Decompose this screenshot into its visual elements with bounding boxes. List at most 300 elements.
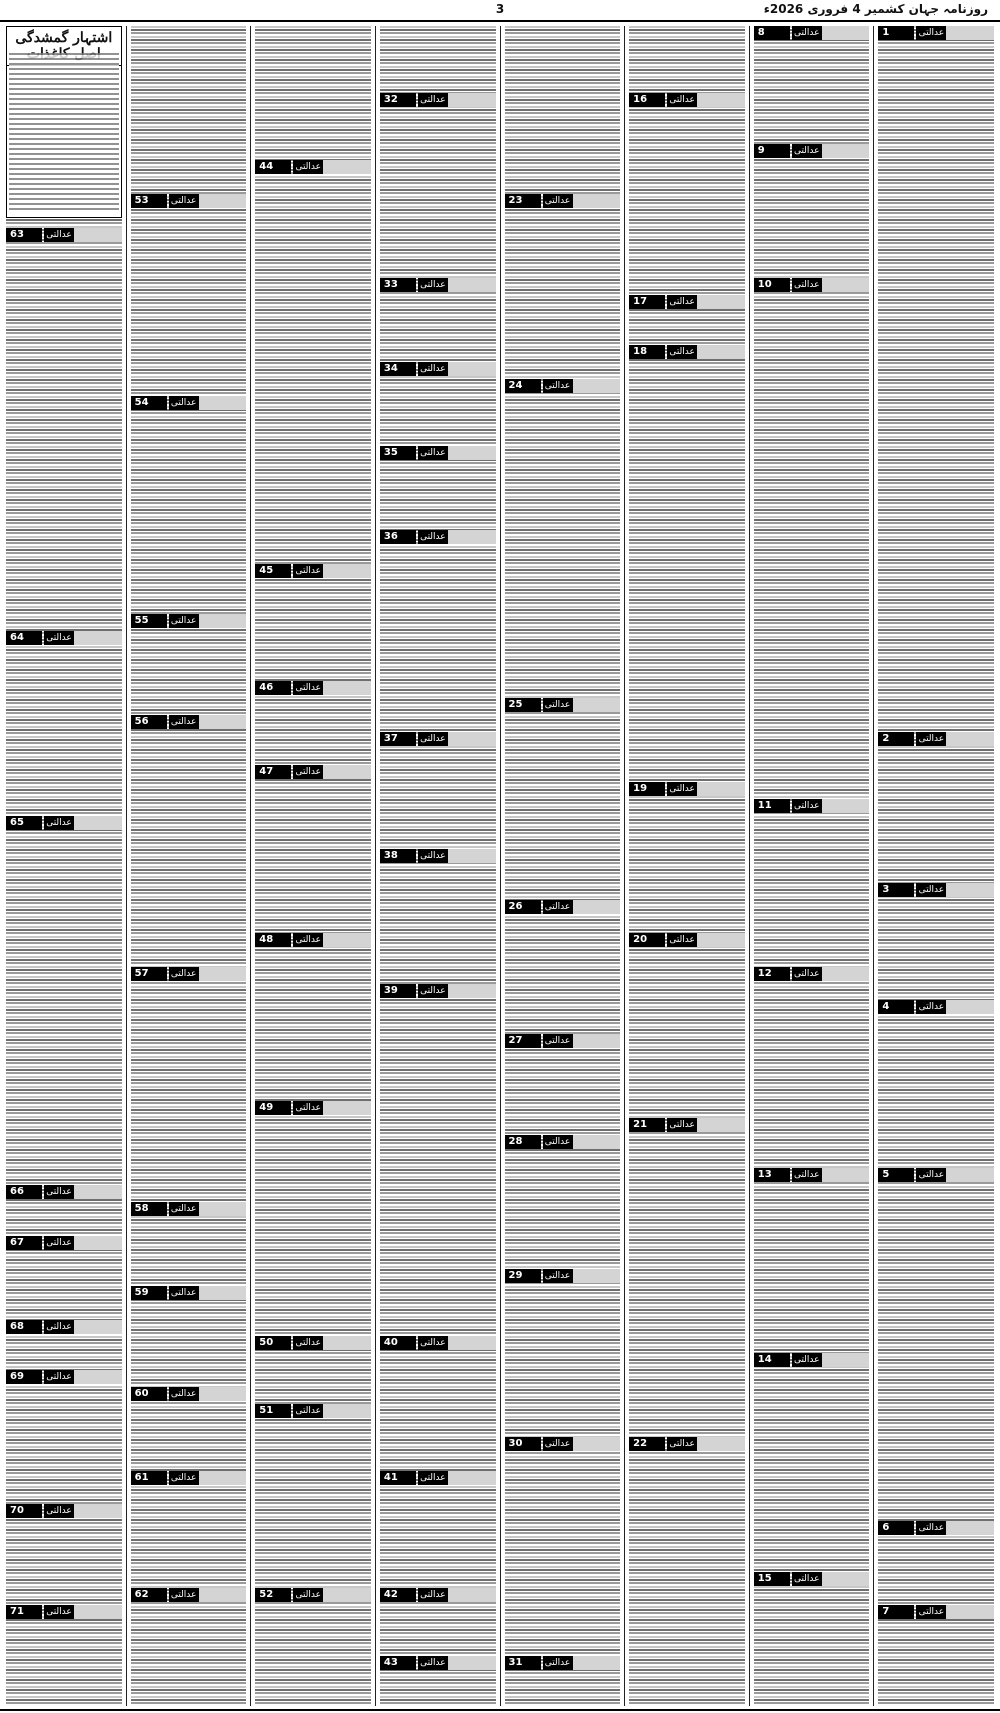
header-bar <box>448 1471 496 1485</box>
notice-header <box>505 1269 621 1283</box>
notice-number: 25 <box>505 698 541 712</box>
notice-tag: عدالتی <box>293 160 323 174</box>
notice-header <box>6 1370 122 1384</box>
notice-header <box>629 933 745 947</box>
notice-number: 13 <box>754 1168 790 1182</box>
notice-number: 24 <box>505 379 541 393</box>
notice-number: 55 <box>131 614 167 628</box>
notice-tag: عدالتی <box>293 1336 323 1350</box>
notice-tag: عدالتی <box>543 194 573 208</box>
notice-tag: عدالتی <box>792 26 822 40</box>
notice-number: 50 <box>255 1336 291 1350</box>
header-bar <box>199 1471 247 1485</box>
notice-tag: عدالتی <box>667 933 697 947</box>
notice-header <box>255 1404 371 1418</box>
notice-header <box>878 1168 994 1182</box>
header-bar <box>822 144 870 158</box>
notice-tag: عدالتی <box>792 967 822 981</box>
notice-number: 21 <box>629 1118 665 1132</box>
news-column <box>750 26 875 1706</box>
notice-header <box>131 1286 247 1300</box>
header-bar <box>74 816 122 830</box>
notice-tag: عدالتی <box>44 1185 74 1199</box>
notice-tag: عدالتی <box>418 732 448 746</box>
notice-header <box>754 799 870 813</box>
notice-header <box>505 379 621 393</box>
news-column <box>251 26 376 1706</box>
header-bar <box>74 1236 122 1250</box>
header-bar <box>448 984 496 998</box>
notice-number: 65 <box>6 816 42 830</box>
notice-tag: عدالتی <box>418 446 448 460</box>
notice-number: 39 <box>380 984 416 998</box>
column-content <box>6 26 122 1706</box>
notice-header <box>380 1588 496 1602</box>
notice-tag: عدالتی <box>44 1504 74 1518</box>
notice-header <box>754 144 870 158</box>
footer-rule <box>0 1709 1000 1711</box>
notice-header <box>380 1471 496 1485</box>
header-bar <box>448 732 496 746</box>
notice-tag: عدالتی <box>169 715 199 729</box>
news-column <box>874 26 998 1706</box>
notice-number: 27 <box>505 1034 541 1048</box>
header-bar <box>946 883 994 897</box>
notice-tag: عدالتی <box>44 1605 74 1619</box>
notice-number: 40 <box>380 1336 416 1350</box>
notice-tag: عدالتی <box>792 1572 822 1586</box>
notice-number: 43 <box>380 1656 416 1670</box>
header-bar <box>323 1101 371 1115</box>
notice-number: 48 <box>255 933 291 947</box>
header-bar <box>74 228 122 242</box>
notice-header <box>754 1572 870 1586</box>
notice-body <box>9 53 119 213</box>
notice-number: 59 <box>131 1286 167 1300</box>
header-bar <box>199 194 247 208</box>
notice-header <box>131 1202 247 1216</box>
notice-number: 20 <box>629 933 665 947</box>
notice-number: 1 <box>878 26 914 40</box>
notice-number: 53 <box>131 194 167 208</box>
notice-header <box>131 194 247 208</box>
header-bar <box>199 1286 247 1300</box>
notice-tag: عدالتی <box>916 26 946 40</box>
notice-tag: عدالتی <box>418 1471 448 1485</box>
notice-tag: عدالتی <box>44 1370 74 1384</box>
notice-number: 9 <box>754 144 790 158</box>
header-bar <box>697 1437 745 1451</box>
notice-tag: عدالتی <box>418 1588 448 1602</box>
header-bar <box>697 93 745 107</box>
header-bar <box>323 765 371 779</box>
column-content <box>255 26 371 1706</box>
notice-number: 41 <box>380 1471 416 1485</box>
notice-number: 2 <box>878 732 914 746</box>
notice-number: 51 <box>255 1404 291 1418</box>
notice-header <box>131 1471 247 1485</box>
notice-number: 64 <box>6 631 42 645</box>
header-bar <box>448 278 496 292</box>
header-bar <box>448 1656 496 1670</box>
notice-header <box>131 614 247 628</box>
header-bar <box>573 194 621 208</box>
notice-tag: عدالتی <box>44 1236 74 1250</box>
news-column <box>127 26 252 1706</box>
header-bar <box>323 1336 371 1350</box>
notice-tag: عدالتی <box>293 765 323 779</box>
notice-header <box>255 160 371 174</box>
notice-tag: عدالتی <box>418 1656 448 1670</box>
header-bar <box>323 160 371 174</box>
column-content <box>505 26 621 1706</box>
news-column <box>2 26 127 1706</box>
notice-header <box>6 1504 122 1518</box>
notice-number: 22 <box>629 1437 665 1451</box>
notice-header <box>754 967 870 981</box>
notice-number: 34 <box>380 362 416 376</box>
header-bar <box>448 93 496 107</box>
notice-number: 62 <box>131 1588 167 1602</box>
notice-number: 35 <box>380 446 416 460</box>
news-column <box>501 26 626 1706</box>
notice-tag: عدالتی <box>44 631 74 645</box>
notice-number: 67 <box>6 1236 42 1250</box>
notice-tag: عدالتی <box>169 614 199 628</box>
notice-header <box>255 933 371 947</box>
notice-number: 60 <box>131 1387 167 1401</box>
notice-tag: عدالتی <box>169 1202 199 1216</box>
newspaper-date-line: روزنامہ جہان کشمیر 4 فروری 2026ء <box>763 2 988 16</box>
news-column <box>376 26 501 1706</box>
header-bar <box>573 900 621 914</box>
notice-header <box>380 362 496 376</box>
notice-header <box>505 900 621 914</box>
notice-box <box>6 26 122 218</box>
header-bar <box>448 849 496 863</box>
notice-header <box>6 1236 122 1250</box>
notice-number: 70 <box>6 1504 42 1518</box>
header-bar <box>946 732 994 746</box>
notice-number: 11 <box>754 799 790 813</box>
notice-number: 68 <box>6 1320 42 1334</box>
notice-tag: عدالتی <box>792 1353 822 1367</box>
notice-header <box>754 1353 870 1367</box>
notice-number: 33 <box>380 278 416 292</box>
header-bar <box>199 1202 247 1216</box>
notice-tag: عدالتی <box>293 933 323 947</box>
notice-number: 4 <box>878 1000 914 1014</box>
header-bar <box>74 1370 122 1384</box>
notice-tag: عدالتی <box>418 984 448 998</box>
notice-tag: عدالتی <box>543 1269 573 1283</box>
notice-header <box>629 345 745 359</box>
notice-header <box>629 93 745 107</box>
notice-tag: عدالتی <box>543 698 573 712</box>
notice-number: 23 <box>505 194 541 208</box>
notice-header <box>380 732 496 746</box>
column-content <box>131 26 247 1706</box>
notice-header <box>255 765 371 779</box>
notice-tag: عدالتی <box>543 900 573 914</box>
notice-tag: عدالتی <box>169 1286 199 1300</box>
header-bar <box>199 396 247 410</box>
notice-header <box>6 228 122 242</box>
body-text-lines <box>629 26 745 1706</box>
notice-header <box>505 1437 621 1451</box>
notice-header <box>878 1000 994 1014</box>
notice-header <box>6 1320 122 1334</box>
notice-number: 37 <box>380 732 416 746</box>
header-bar <box>448 362 496 376</box>
notice-number: 5 <box>878 1168 914 1182</box>
header-bar <box>822 278 870 292</box>
notice-number: 54 <box>131 396 167 410</box>
notice-number: 49 <box>255 1101 291 1115</box>
notice-header <box>131 396 247 410</box>
notice-header <box>878 883 994 897</box>
notice-number: 31 <box>505 1656 541 1670</box>
notice-number: 47 <box>255 765 291 779</box>
notice-header <box>878 1521 994 1535</box>
notice-tag: عدالتی <box>169 396 199 410</box>
body-text-lines <box>131 26 247 1706</box>
notice-tag: عدالتی <box>44 1320 74 1334</box>
notice-tag: عدالتی <box>667 1437 697 1451</box>
notice-header <box>255 681 371 695</box>
notice-header <box>255 1588 371 1602</box>
header-bar <box>448 1588 496 1602</box>
notice-tag: عدالتی <box>44 816 74 830</box>
header-bar <box>199 967 247 981</box>
header-bar <box>74 1185 122 1199</box>
notice-tag: عدالتی <box>667 295 697 309</box>
header-bar <box>573 379 621 393</box>
header-bar <box>946 1000 994 1014</box>
header-bar <box>74 1320 122 1334</box>
notice-header <box>754 26 870 40</box>
header-bar <box>448 530 496 544</box>
body-text-lines <box>505 26 621 1706</box>
notice-number: 7 <box>878 1605 914 1619</box>
notice-tag: عدالتی <box>543 1437 573 1451</box>
notice-header <box>505 194 621 208</box>
header-bar <box>573 1135 621 1149</box>
column-content <box>629 26 745 1706</box>
header-bar <box>448 446 496 460</box>
notice-header <box>629 295 745 309</box>
notice-header <box>255 1336 371 1350</box>
header-bar <box>946 26 994 40</box>
notice-tag: عدالتی <box>792 1168 822 1182</box>
header-bar <box>573 1656 621 1670</box>
notice-tag: عدالتی <box>293 1404 323 1418</box>
header-bar <box>822 26 870 40</box>
notice-tag: عدالتی <box>792 278 822 292</box>
notice-tag: عدالتی <box>293 564 323 578</box>
notice-tag: عدالتی <box>916 1521 946 1535</box>
notice-tag: عدالتی <box>916 1168 946 1182</box>
notice-tag: عدالتی <box>916 1605 946 1619</box>
header-bar <box>697 782 745 796</box>
notice-number: 36 <box>380 530 416 544</box>
notice-header <box>380 1656 496 1670</box>
notice-title: اشتہار گمشدگی <box>7 27 121 66</box>
header-bar <box>573 1034 621 1048</box>
notice-number: 61 <box>131 1471 167 1485</box>
header-bar <box>323 1404 371 1418</box>
notice-number: 30 <box>505 1437 541 1451</box>
notice-number: 19 <box>629 782 665 796</box>
notice-number: 63 <box>6 228 42 242</box>
notice-header <box>505 1034 621 1048</box>
notice-tag: عدالتی <box>418 362 448 376</box>
notice-number: 66 <box>6 1185 42 1199</box>
header-bar <box>199 715 247 729</box>
header-bar <box>822 967 870 981</box>
notice-tag: عدالتی <box>169 194 199 208</box>
notice-header <box>6 1605 122 1619</box>
notice-number: 71 <box>6 1605 42 1619</box>
notice-tag: عدالتی <box>916 883 946 897</box>
notice-tag: عدالتی <box>44 228 74 242</box>
notice-number: 10 <box>754 278 790 292</box>
notice-header <box>505 698 621 712</box>
notice-header <box>380 530 496 544</box>
header-bar <box>697 295 745 309</box>
notice-header <box>505 1656 621 1670</box>
notice-number: 3 <box>878 883 914 897</box>
header-bar <box>323 1588 371 1602</box>
notice-tag: عدالتی <box>792 799 822 813</box>
notice-header <box>754 278 870 292</box>
notice-header <box>131 1387 247 1401</box>
notice-header <box>629 1437 745 1451</box>
notice-header <box>380 1336 496 1350</box>
notice-tag: عدالتی <box>543 379 573 393</box>
notice-header <box>380 849 496 863</box>
header-bar <box>697 345 745 359</box>
page-number: 3 <box>495 2 505 16</box>
header-bar <box>323 681 371 695</box>
header-bar <box>822 1353 870 1367</box>
header-bar <box>573 1437 621 1451</box>
notice-number: 16 <box>629 93 665 107</box>
notice-number: 26 <box>505 900 541 914</box>
notice-header <box>878 1605 994 1619</box>
notice-number: 56 <box>131 715 167 729</box>
notice-tag: عدالتی <box>169 1387 199 1401</box>
notice-tag: عدالتی <box>543 1135 573 1149</box>
notice-tag: عدالتی <box>169 967 199 981</box>
masthead <box>0 0 1000 22</box>
notice-header <box>380 446 496 460</box>
notice-header <box>255 1101 371 1115</box>
notice-tag: عدالتی <box>418 1336 448 1350</box>
header-bar <box>74 631 122 645</box>
notice-tag: عدالتی <box>916 732 946 746</box>
notice-tag: عدالتی <box>916 1000 946 1014</box>
notice-header <box>754 1168 870 1182</box>
header-bar <box>199 614 247 628</box>
notice-number: 57 <box>131 967 167 981</box>
column-content <box>380 26 496 1706</box>
body-text-lines <box>878 26 994 1706</box>
notice-tag: عدالتی <box>667 1118 697 1132</box>
notice-number: 17 <box>629 295 665 309</box>
notice-number: 42 <box>380 1588 416 1602</box>
column-content <box>878 26 994 1706</box>
notice-number: 38 <box>380 849 416 863</box>
notice-tag: عدالتی <box>418 93 448 107</box>
header-bar <box>946 1605 994 1619</box>
header-bar <box>323 564 371 578</box>
header-bar <box>946 1168 994 1182</box>
notice-header <box>6 816 122 830</box>
notice-number: 46 <box>255 681 291 695</box>
notice-header <box>878 732 994 746</box>
notice-header <box>629 1118 745 1132</box>
notice-tag: عدالتی <box>543 1656 573 1670</box>
notice-tag: عدالتی <box>418 849 448 863</box>
notice-header <box>629 782 745 796</box>
notice-tag: عدالتی <box>667 782 697 796</box>
notice-tag: عدالتی <box>543 1034 573 1048</box>
notice-number: 14 <box>754 1353 790 1367</box>
notice-number: 28 <box>505 1135 541 1149</box>
notice-header <box>380 984 496 998</box>
notice-number: 58 <box>131 1202 167 1216</box>
notice-header <box>255 564 371 578</box>
notice-tag: عدالتی <box>418 530 448 544</box>
notice-number: 6 <box>878 1521 914 1535</box>
column-content <box>754 26 870 1706</box>
notice-tag: عدالتی <box>169 1471 199 1485</box>
notice-tag: عدالتی <box>293 681 323 695</box>
header-bar <box>822 1168 870 1182</box>
notice-tag: عدالتی <box>169 1588 199 1602</box>
header-bar <box>697 933 745 947</box>
notice-number: 8 <box>754 26 790 40</box>
header-bar <box>199 1387 247 1401</box>
notice-header <box>878 26 994 40</box>
news-column <box>625 26 750 1706</box>
notice-header <box>6 1185 122 1199</box>
notice-number: 69 <box>6 1370 42 1384</box>
notice-number: 52 <box>255 1588 291 1602</box>
header-bar <box>323 933 371 947</box>
body-text-lines <box>6 26 122 1706</box>
notice-number: 44 <box>255 160 291 174</box>
notice-tag: عدالتی <box>293 1101 323 1115</box>
notice-number: 32 <box>380 93 416 107</box>
notice-header <box>131 1588 247 1602</box>
header-bar <box>573 1269 621 1283</box>
notice-tag: عدالتی <box>293 1588 323 1602</box>
notice-header <box>380 278 496 292</box>
newspaper-page <box>2 26 998 1706</box>
header-bar <box>448 1336 496 1350</box>
notice-header <box>131 715 247 729</box>
notice-header <box>6 631 122 645</box>
notice-header <box>131 967 247 981</box>
notice-tag: عدالتی <box>418 278 448 292</box>
header-bar <box>74 1504 122 1518</box>
header-bar <box>946 1521 994 1535</box>
header-bar <box>74 1605 122 1619</box>
notice-tag: عدالتی <box>792 144 822 158</box>
header-bar <box>199 1588 247 1602</box>
